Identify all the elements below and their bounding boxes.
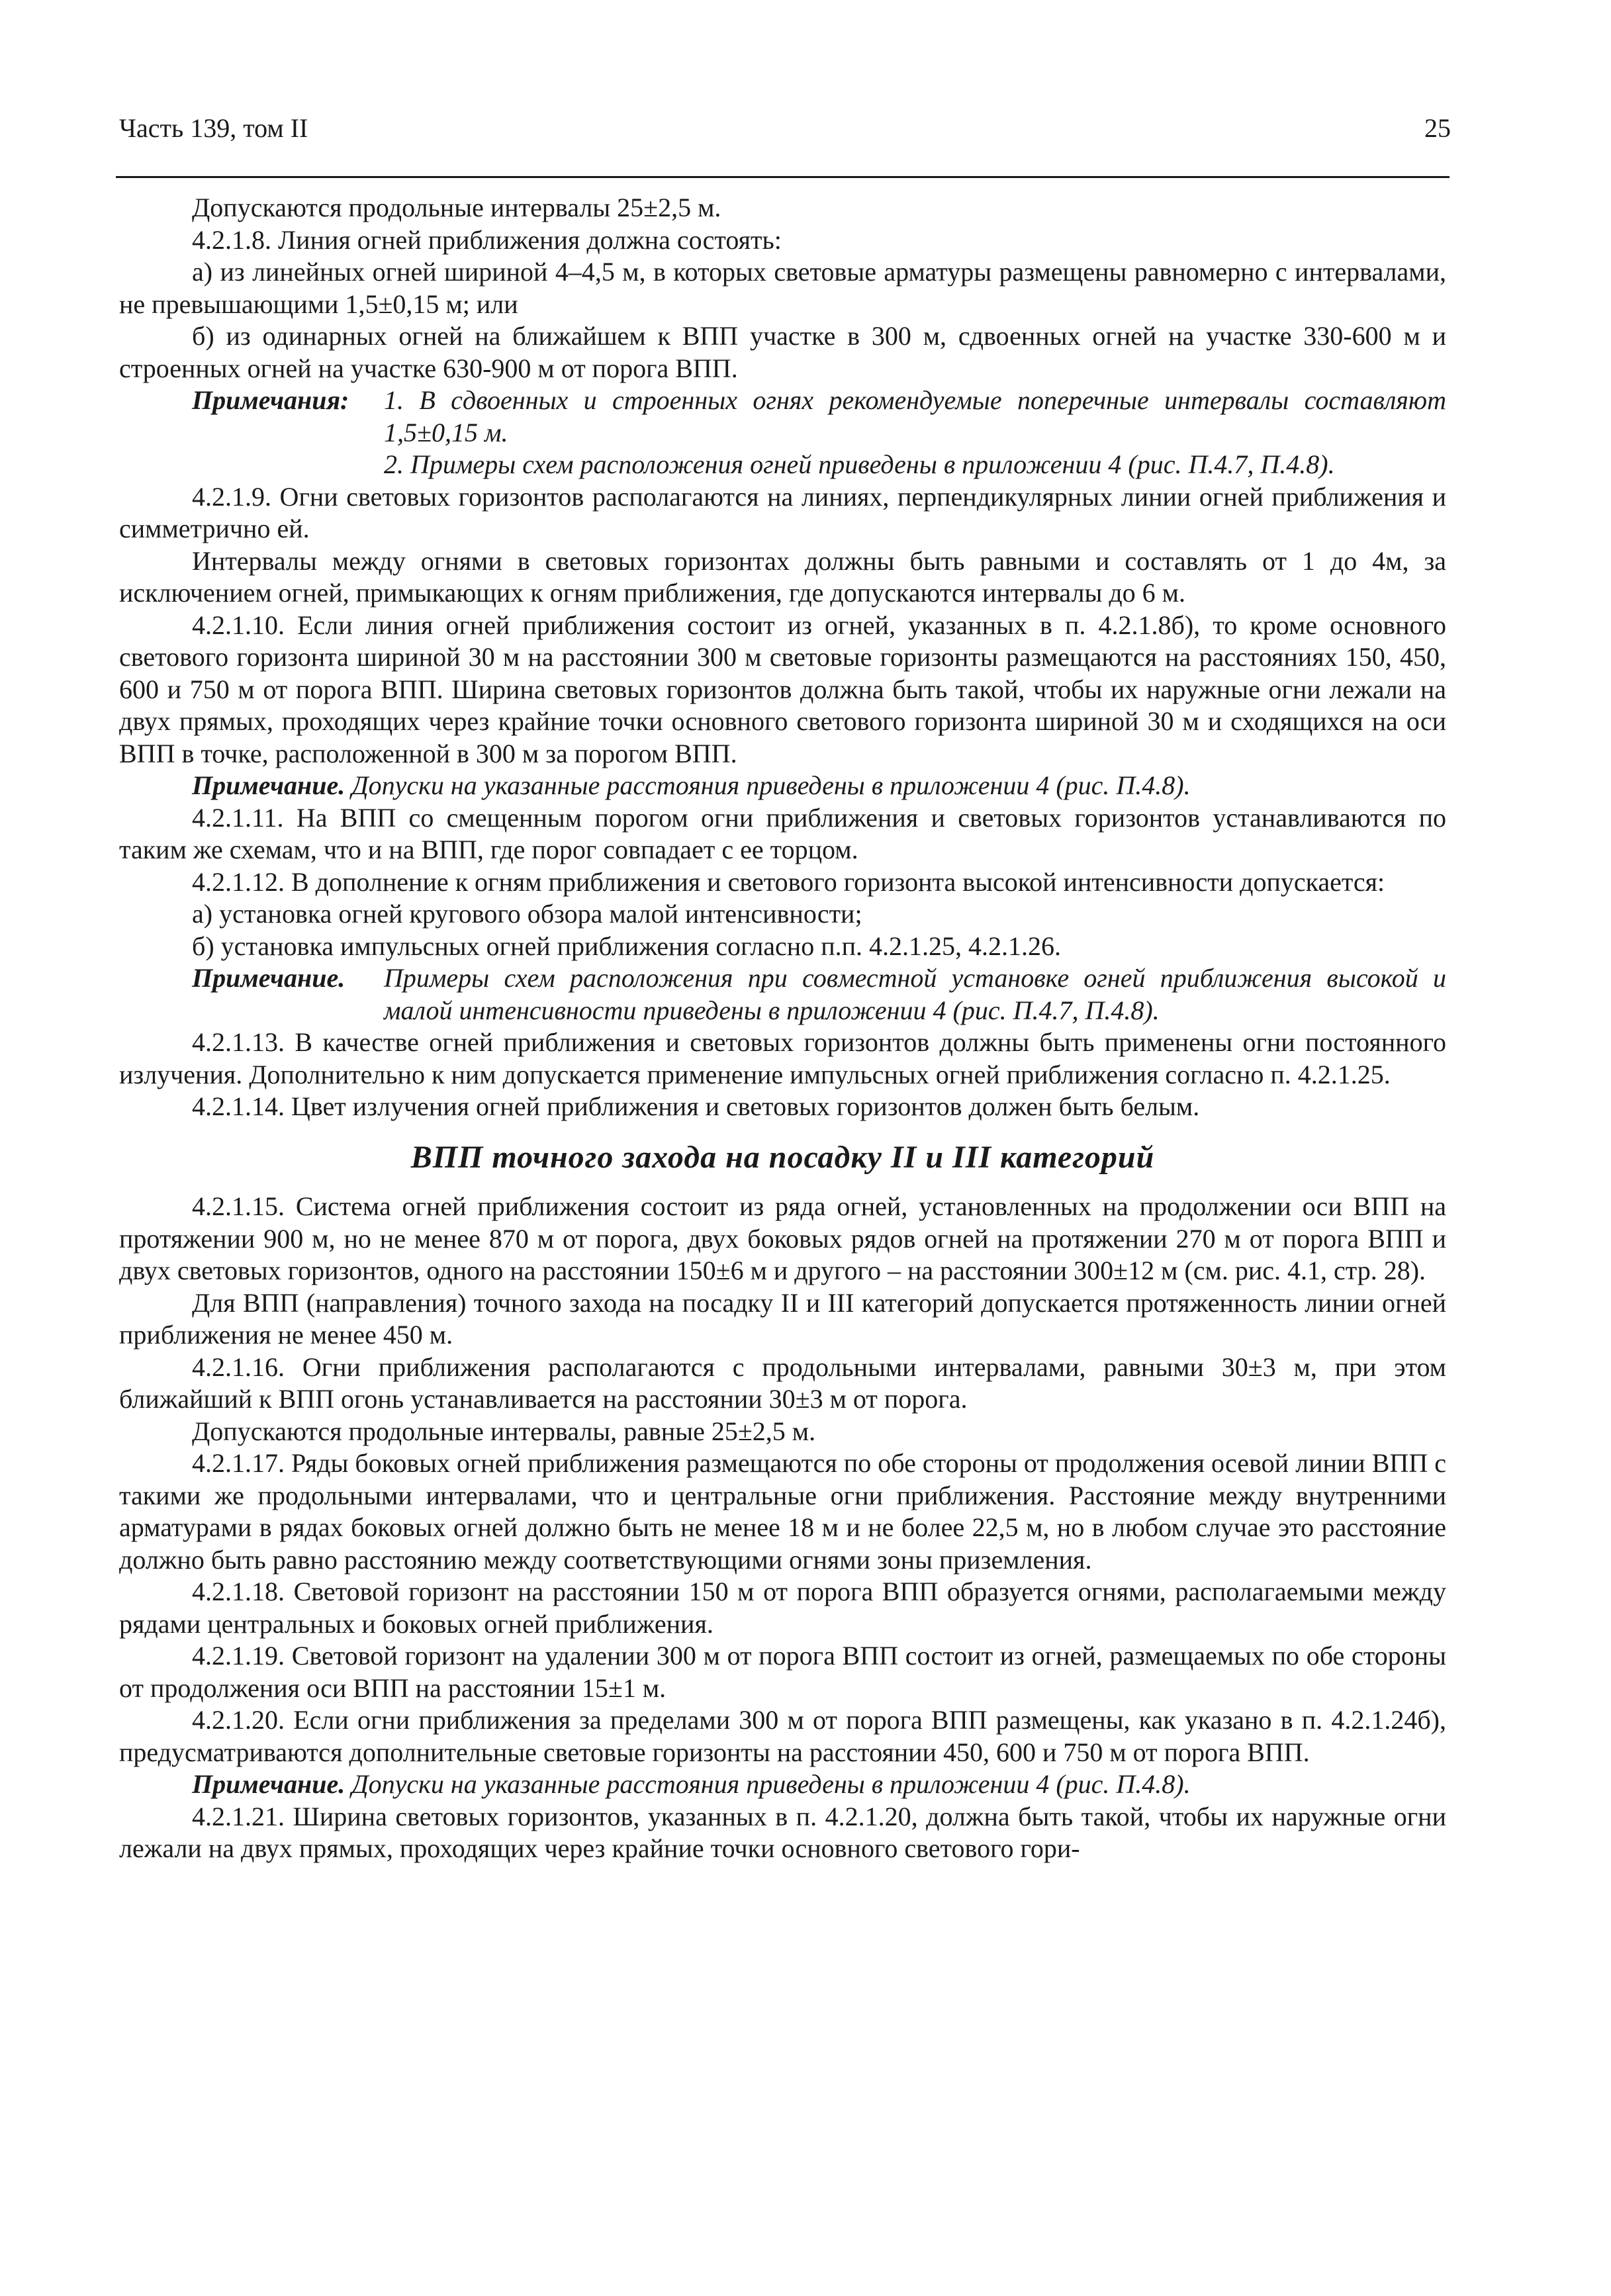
- paragraph: 4.2.1.21. Ширина световых горизонтов, указанных в п. 4.2.1.20, должна быть такой, чтобы их наружные огни лежали на двух прямых, проходящих через крайние точки основного светового гори-: [119, 1801, 1446, 1863]
- paragraph: Интервалы между огнями в световых горизонтах должны быть равными и составлять от 1 до 4м, за исключением огней, примыкающих к огням приближения, где допускаются интервалы до 6 м.: [119, 545, 1446, 608]
- paragraph: 4.2.1.10. Если линия огней приближения состоит из огней, указанных в п. 4.2.1.8б), то кроме основного светового горизонта шириной 30 м на расстоянии 300 м световые горизонты размещаются на расстояниях 150, 450, 600 и 750 м от порога ВПП. Ширина световых горизонтов должна быть такой, чтобы их наружные огни лежали на двух прямых, проходящих через крайние точки основного светового горизонта шириной 30 м и сходящихся на оси ВПП в точке, расположенной в 300 м за порогом ВПП.: [119, 610, 1446, 768]
- paragraph: 4.2.1.14. Цвет излучения огней приближения и световых горизонтов должен быть белым.: [192, 1091, 1200, 1121]
- note-label: Примечание.: [192, 770, 345, 800]
- paragraph: Для ВПП (направления) точного захода на посадку II и III категорий допускается протяженность линии огней приближения не менее 450 м.: [119, 1287, 1446, 1350]
- note-text: Допуски на указанные расстояния приведены в приложении 4 (рис. П.4.8).: [351, 1769, 1191, 1799]
- paragraph: 4.2.1.17. Ряды боковых огней приближения размещаются по обе стороны от продолжения осевой линии ВПП с такими же продольными интервалами, что и центральные огни приближения. Расстояние между внутренними арматурами в рядах боковых огней должно быть не менее 18 м и не более 22,5 м, но в любом случае это расстояние должно быть равно расстоянию между соответствующими огнями зоны приземления.: [119, 1448, 1446, 1575]
- paragraph: Допускаются продольные интервалы, равные 25±2,5 м.: [192, 1416, 816, 1446]
- note-inline: [119, 770, 1446, 802]
- paragraph: а) из линейных огней шириной 4–4,5 м, в которых световые арматуры размещены равномерно с интервалами, не превышающими 1,5±0,15 м; или: [119, 257, 1446, 319]
- note-block: [119, 962, 1446, 1027]
- paragraph: 4.2.1.15. Система огней приближения состоит из ряда огней, установленных на продолжении оси ВПП на протяжении 900 м, но не менее 870 м от порога, двух боковых рядов огней на протяжении 270 м от порога ВПП и двух световых горизонтов, одного на расстоянии 150±6 м и другого – на расстоянии 300±12 м (см. рис. 4.1, стр. 28).: [119, 1191, 1446, 1285]
- paragraph: а) установка огней кругового обзора малой интенсивности;: [192, 899, 862, 929]
- note-block: [119, 385, 1446, 481]
- note-label: Примечание.: [192, 1769, 345, 1799]
- header-rule: [116, 176, 1450, 178]
- paragraph: 4.2.1.19. Световой горизонт на удалении 300 м от порога ВПП состоит из огней, размещаемых по обе стороны от продолжения оси ВПП на расстоянии 15±1 м.: [119, 1641, 1446, 1703]
- note-item: 2. Примеры схем расположения огней приведены в приложении 4 (рис. П.4.7, П.4.8).: [384, 449, 1335, 479]
- paragraph: Допускаются продольные интервалы 25±2,5 м.: [192, 193, 721, 222]
- note-label: Примечание.: [192, 963, 345, 993]
- paragraph: 4.2.1.16. Огни приближения располагаются с продольными интервалами, равными 30±3 м, при этом ближайший к ВПП огонь устанавливается на расстоянии 30±3 м от порога.: [119, 1352, 1446, 1414]
- paragraph: б) из одинарных огней на ближайшем к ВПП участке в 300 м, сдвоенных огней на участке 330-600 м и строенных огней на участке 630-900 м от порога ВПП.: [119, 321, 1446, 383]
- page-number: 25: [1424, 113, 1451, 143]
- paragraph: 4.2.1.9. Огни световых горизонтов располагаются на линиях, перпендикулярных линии огней приближения и симметрично ей.: [119, 481, 1446, 543]
- paragraph: 4.2.1.12. В дополнение к огням приближения и светового горизонта высокой интенсивности допускается:: [192, 866, 1385, 897]
- paragraph: б) установка импульсных огней приближения согласно п.п. 4.2.1.25, 4.2.1.26.: [192, 931, 1062, 961]
- note-inline: [119, 1768, 1446, 1801]
- note-label: Примечания:: [192, 385, 349, 415]
- section-title: ВПП точного захода на посадку II и III категорий: [410, 1139, 1155, 1175]
- paragraph: 4.2.1.18. Световой горизонт на расстоянии 150 м от порога ВПП образуется огнями, располагаемыми между рядами центральных и боковых огней приближения.: [119, 1577, 1446, 1639]
- paragraph: 4.2.1.20. Если огни приближения за пределами 300 м от порога ВПП размещены, как указано в п. 4.2.1.24б), предусматриваются дополнительные световые горизонты на расстоянии 450, 600 и 750 м от порога ВПП.: [119, 1705, 1446, 1767]
- running-header: Часть 139, том II: [119, 113, 308, 143]
- paragraph: 4.2.1.13. В качестве огней приближения и световых горизонтов должны быть применены огни постоянного излучения. Дополнительно к ним допускается применение импульсных огней приближения согласно п. 4.2.1.25.: [119, 1027, 1446, 1089]
- paragraph: 4.2.1.11. На ВПП со смещенным порогом огни приближения и световых горизонтов устанавливаются по таким же схемам, что и на ВПП, где порог совпадает с ее торцом.: [119, 802, 1446, 864]
- paragraph: 4.2.1.8. Линия огней приближения должна состоять:: [192, 224, 782, 255]
- note-text: Допуски на указанные расстояния приведены в приложении 4 (рис. П.4.8).: [351, 770, 1191, 800]
- note-item: 1. В сдвоенных и строенных огнях рекомендуемые поперечные интервалы составляют 1,5±0,15 м.: [384, 385, 1446, 447]
- document-body: [119, 192, 1446, 1865]
- note-text: Примеры схем расположения при совместной установке огней приближения высокой и малой интенсивности приведены в приложении 4 (рис. П.4.7, П.4.8).: [384, 963, 1446, 1025]
